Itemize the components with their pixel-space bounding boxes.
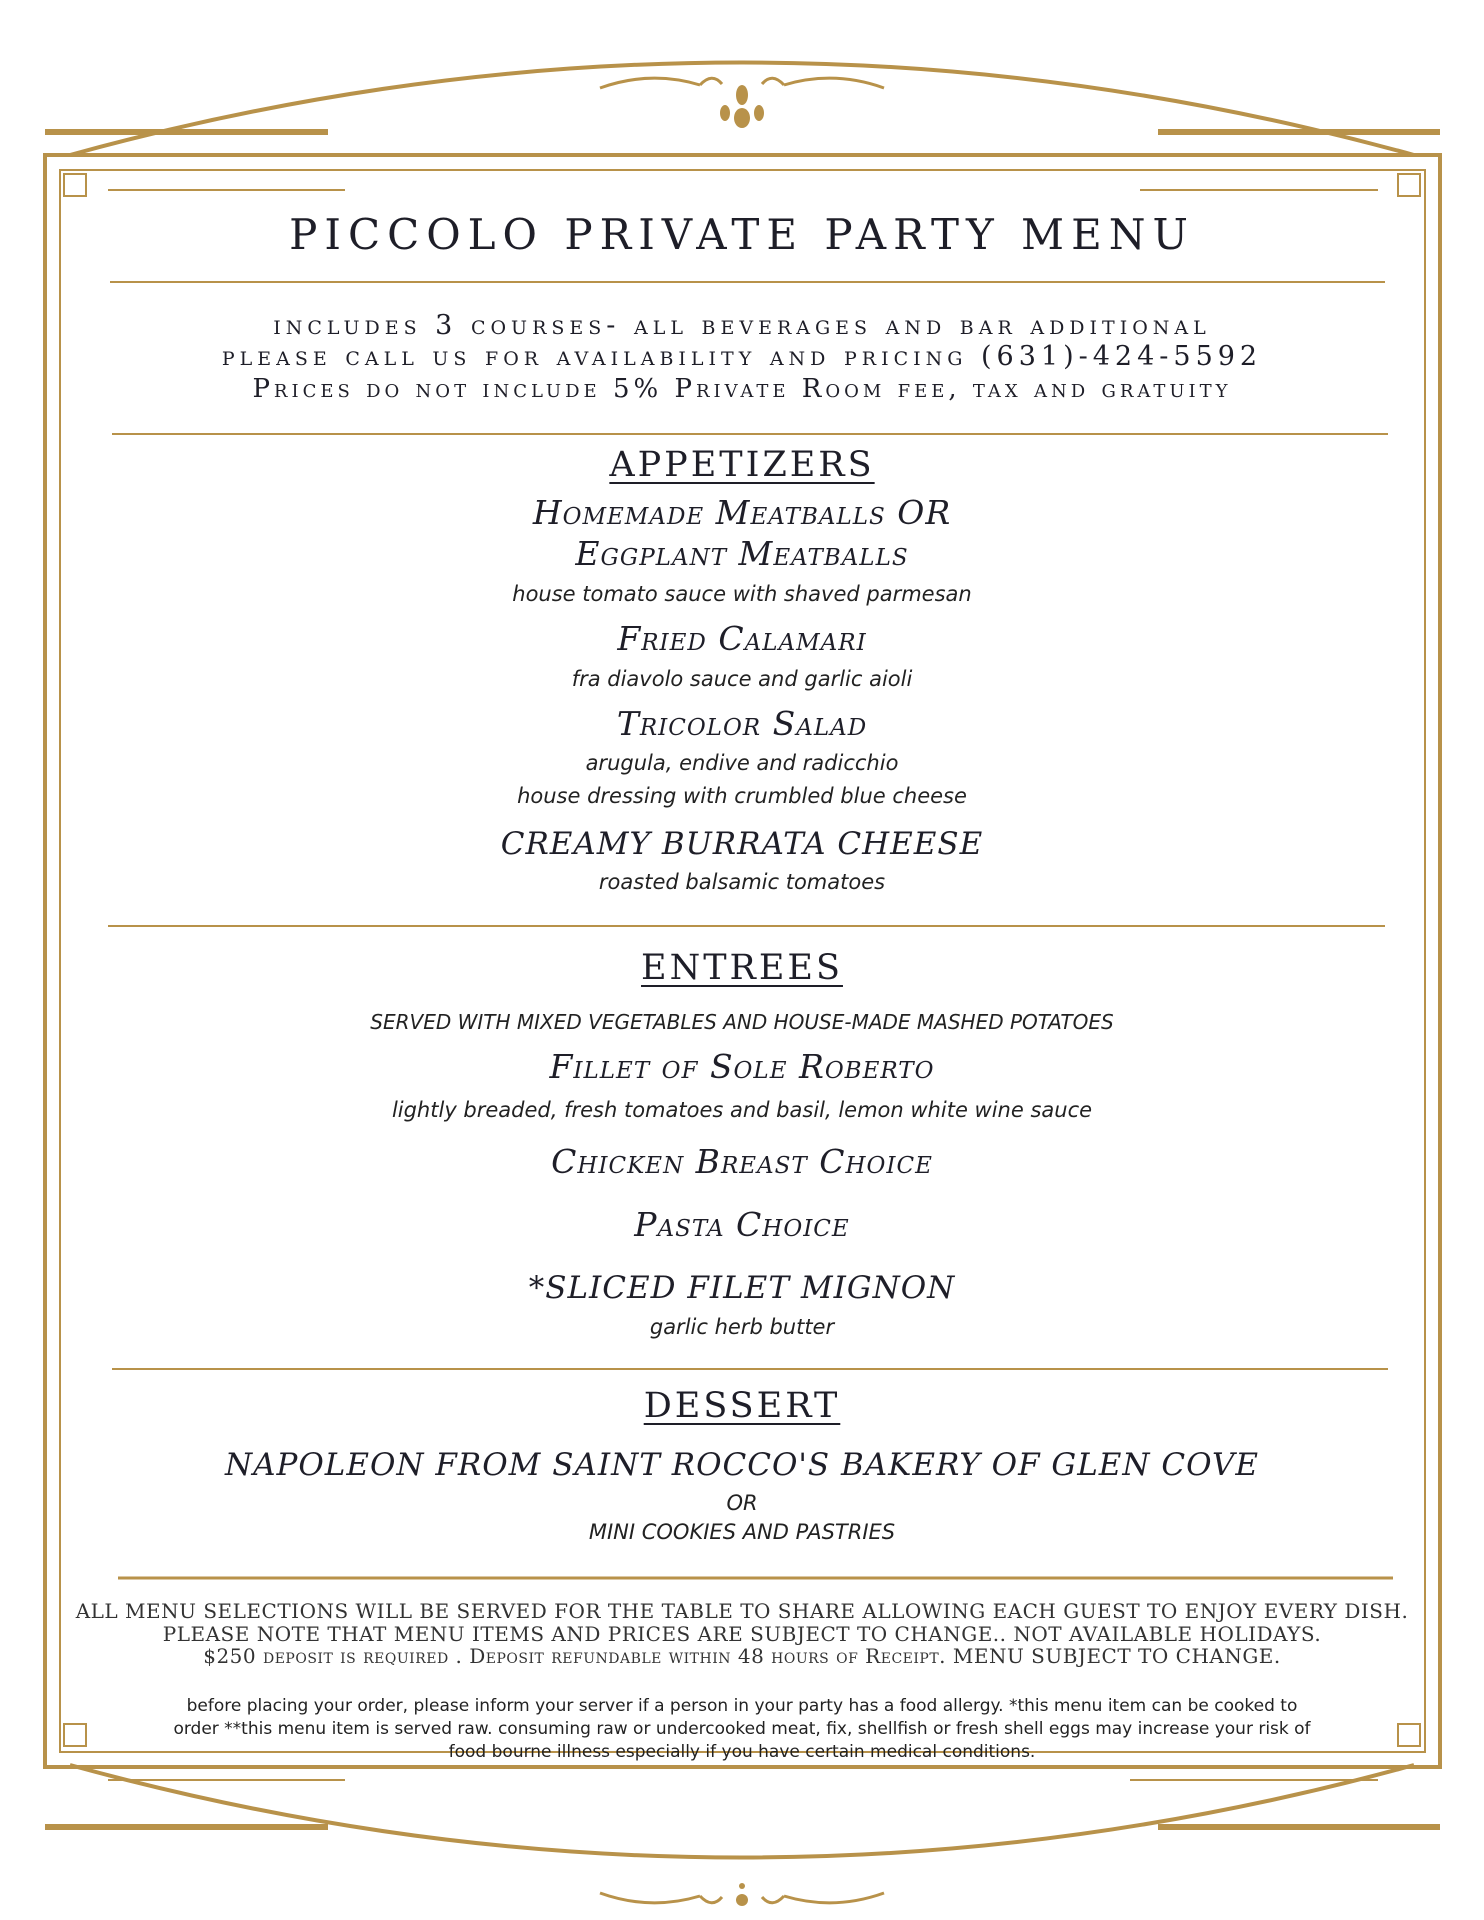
- page-title: PICCOLO PRIVATE PARTY MENU: [289, 210, 1195, 259]
- dish-calamari-desc: fra diavolo sauce and garlic aioli: [571, 667, 913, 691]
- dessert-napoleon: NAPOLEON FROM SAINT ROCCO'S BAKERY OF GLEN COVE: [224, 1447, 1259, 1483]
- dish-pasta-choice: Pasta Choice: [634, 1205, 850, 1244]
- policy-line-change: PLEASE NOTE THAT MENU ITEMS AND PRICES ARE SUBJECT TO CHANGE.. NOT AVAILABLE HOLIDAYS.: [162, 1622, 1322, 1646]
- appetizers-heading: APPETIZERS: [609, 445, 875, 485]
- dish-tricolor-desc-2: house dressing with crumbled blue cheese: [517, 784, 967, 808]
- dish-meatballs-line1: Homemade Meatballs OR: [532, 493, 952, 532]
- info-line-courses: includes 3 courses- all beverages and bar additional: [273, 310, 1211, 341]
- allergy-line-1: before placing your order, please inform your server if a person in your party has a food allergy. *this menu item can be cooked to: [186, 1696, 1298, 1716]
- dish-tricolor-desc-1: arugula, endive and radicchio: [585, 751, 899, 775]
- dessert-or: OR: [726, 1491, 758, 1515]
- info-line-fees: Prices do not include 5% Private Room fee, tax and gratuity: [252, 374, 1232, 404]
- dish-tricolor-salad: Tricolor Salad: [616, 704, 868, 743]
- dessert-heading: DESSERT: [643, 1386, 841, 1426]
- dish-meatballs-line2: Eggplant Meatballs: [575, 534, 909, 573]
- policy-line-deposit: $250 deposit is required . Deposit refundable within 48 hours of Receipt. MENU SUBJECT TO CHANGE.: [203, 1644, 1281, 1668]
- dish-meatballs-desc: house tomato sauce with shaved parmesan: [512, 582, 972, 606]
- policy-line-share: ALL MENU SELECTIONS WILL BE SERVED FOR THE TABLE TO SHARE ALLOWING EACH GUEST TO ENJOY EVERY DISH.: [75, 1599, 1409, 1623]
- info-line-phone: please call us for availability and pricing (631)-424-5592: [221, 341, 1263, 372]
- entrees-note: SERVED WITH MIXED VEGETABLES AND HOUSE-MADE MASHED POTATOES: [370, 1010, 1114, 1034]
- dish-burrata: CREAMY BURRATA CHEESE: [500, 826, 984, 862]
- dish-fillet-of-sole: Fillet of Sole Roberto: [549, 1047, 935, 1086]
- dish-calamari: Fried Calamari: [617, 619, 867, 658]
- dessert-mini-cookies: MINI COOKIES AND PASTRIES: [588, 1520, 896, 1544]
- allergy-line-3: food bourne illness especially if you have certain medical conditions.: [448, 1742, 1036, 1762]
- dish-filet-mignon: *SLICED FILET MIGNON: [528, 1270, 956, 1306]
- dish-filet-desc: garlic herb butter: [649, 1315, 835, 1339]
- dish-burrata-desc: roasted balsamic tomatoes: [598, 870, 886, 894]
- entrees-heading: ENTREES: [641, 948, 843, 988]
- allergy-line-2: order **this menu item is served raw. consuming raw or undercooked meat, fix, shellfish or fresh shell eggs may increase your risk of: [173, 1719, 1311, 1739]
- dish-sole-desc: lightly breaded, fresh tomatoes and basil, lemon white wine sauce: [391, 1098, 1093, 1122]
- dish-chicken-breast: Chicken Breast Choice: [551, 1142, 933, 1181]
